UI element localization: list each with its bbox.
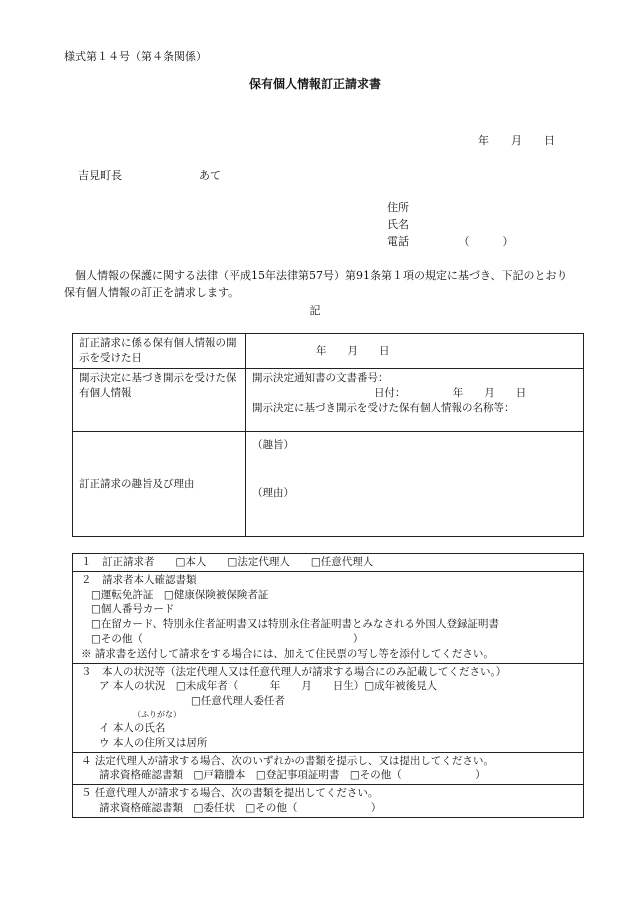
table-row (73, 663, 584, 752)
purpose-label: （趣旨） (252, 439, 294, 451)
disclosure-date-label: 訂正請求に係る保有個人情報の開示を受けた日 (73, 334, 246, 369)
notice-date-label: 日付： 年 月 日 (374, 387, 527, 399)
info-name-label: 開示決定に基づき開示を受けた保有個人情報の名称等： (252, 402, 515, 414)
legal-agent-options: 請求資格確認書類 □戸籍謄本 □登記事項証明書 □その他（ ） (99, 769, 486, 782)
addressee-name: 吉見町長 (78, 169, 122, 182)
table-row (73, 369, 584, 432)
furigana-label: （ふりがな） (133, 709, 181, 719)
voluntary-agent-documents (73, 785, 584, 818)
phone-label: 電話 （ ） (387, 235, 514, 248)
address-label: 住所 (387, 201, 409, 214)
identity-doc-option: □運転免許証 □健康保険被保険者証 (91, 588, 269, 601)
form-number: 様式第１４号（第４条関係） (64, 50, 207, 63)
table-row (73, 432, 584, 537)
request-date: 年 月 日 (478, 134, 555, 147)
principal-status-option: □任意代理人委任者 (191, 695, 285, 708)
requester-info-table (72, 553, 584, 818)
principal-name-label: イ 本人の氏名 (99, 721, 166, 734)
identity-documents (73, 571, 584, 663)
page-title: 保有個人情報訂正請求書 (248, 77, 381, 91)
legal-agent-documents (73, 752, 584, 785)
table-row (73, 571, 584, 663)
table-row (73, 334, 584, 369)
principal-status-title: ３ 本人の状況等（法定代理人又は任意代理人が請求する場合にのみ記載してください。） (81, 665, 507, 678)
identity-doc-option: □個人番号カード (91, 603, 175, 616)
identity-docs-title: ２ 請求者本人確認書類 (81, 573, 197, 586)
document-number-label: 開示決定通知書の文書番号： (252, 372, 389, 384)
purpose-reason-label: 訂正請求の趣旨及び理由 (73, 432, 246, 537)
table-row (73, 752, 584, 785)
name-label: 氏名 (387, 218, 409, 231)
requester-type: １ 訂正請求者 □本人 □法定代理人 □任意代理人 (73, 554, 584, 572)
principal-status-options: ア 本人の状況 □未成年者（ 年 月 日生）□成年被後見人 (99, 680, 438, 693)
ki-heading: 記 (309, 304, 321, 317)
identity-doc-option: □その他（ ） (91, 632, 364, 645)
mail-note: ※ 請求書を送付して請求をする場合には、加えて住民票の写し等を添付してください。 (81, 647, 494, 660)
request-details-table (72, 333, 584, 537)
voluntary-agent-options: 請求資格確認書類 □委任状 □その他（ ） (99, 801, 382, 814)
table-row (73, 785, 584, 818)
addressee (78, 167, 221, 183)
identity-doc-option: □在留カード、特別永住者証明書又は特別永住者証明書とみなされる外国人登録証明書 (91, 618, 499, 631)
addressee-suffix: あて (199, 169, 221, 182)
legal-agent-title: ４ 法定代理人が請求する場合、次のいずれかの書類を提示し、又は提出してください。 (81, 754, 494, 767)
request-statement: 個人情報の保護に関する法律（平成15年法律第57号）第91条第１項の規定に基づき、下記のとおり保有個人情報の訂正を請求します。 (64, 269, 568, 299)
purpose-reason-value (246, 432, 584, 537)
disclosed-info-value (246, 369, 584, 432)
principal-status (73, 663, 584, 752)
disclosed-info-label: 開示決定に基づき開示を受けた保有個人情報 (73, 369, 246, 432)
principal-address-label: ウ 本人の住所又は居所 (99, 736, 208, 749)
disclosure-date-value: 年 月 日 (246, 334, 584, 369)
applicant-block (387, 199, 514, 250)
voluntary-agent-title: ５ 任意代理人が請求する場合、次の書類を提出してください。 (81, 787, 379, 800)
reason-label: （理由） (252, 487, 294, 499)
table-row (73, 554, 584, 572)
